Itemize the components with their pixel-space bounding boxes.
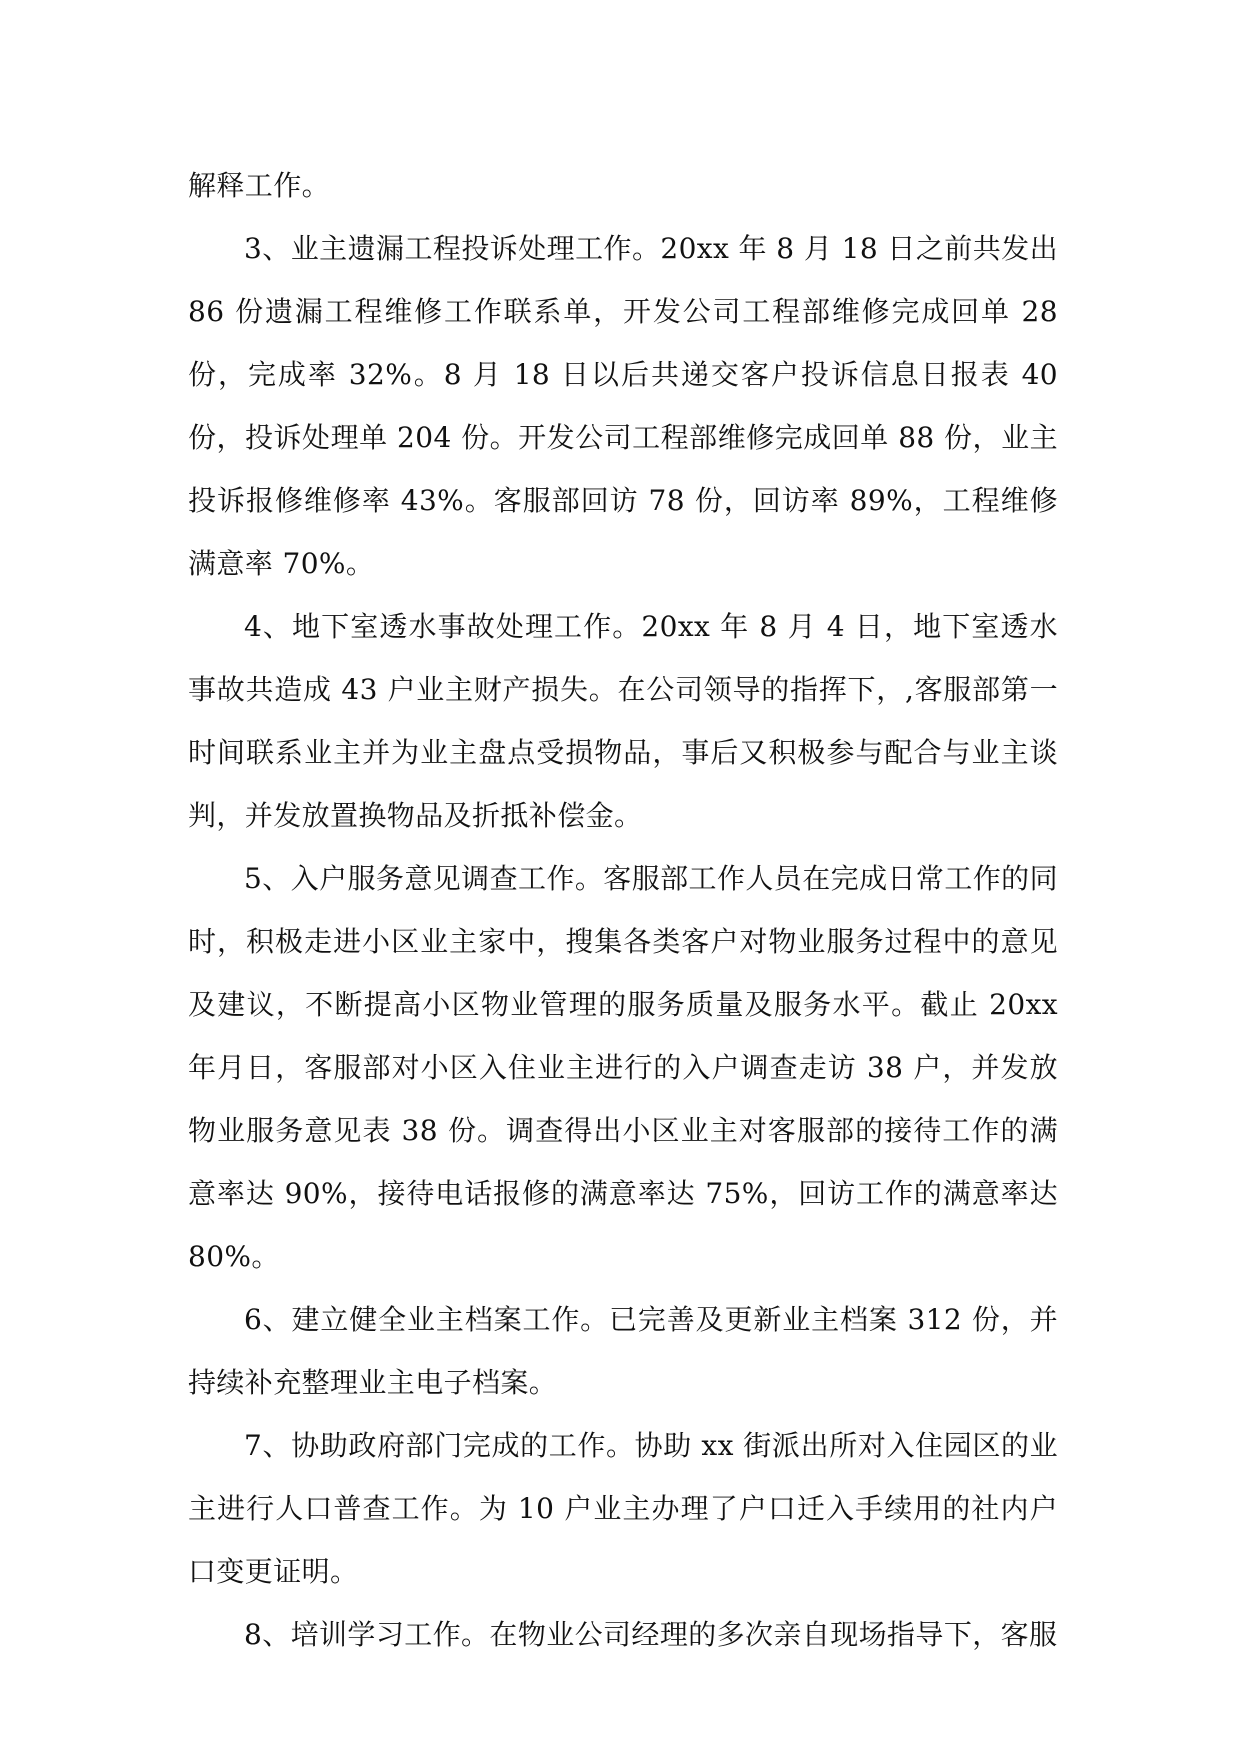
paragraph-item-8: 8、培训学习工作。在物业公司经理的多次亲自现场指导下，客服 <box>244 1618 1058 1651</box>
paragraph-item-3: 3、业主遗漏工程投诉处理工作。20xx 年 8 月 18 日之前共发出 86 份遗漏工程维修工作联系单，开发公司工程部维修完成回单 28 份，完成率 32%。8 月 18 日以后共递交客户投诉信息日报表 40 份，投诉处理单 204 份。开发公司工程部维修完成回单 88 份，业主投诉报修维修率 43%。客服部回访 78 份，回访率 89%，工程维修满意率 70%。 <box>188 232 1058 580</box>
paragraph-item-5: 5、入户服务意见调查工作。客服部工作人员在完成日常工作的同时，积极走进小区业主家中，搜集各类客户对物业服务过程中的意见及建议，不断提高小区物业管理的服务质量及服务水平。截止 20xx 年月日，客服部对小区入住业主进行的入户调查走访 38 户，并发放物业服务意见表 38 份。调查得出小区业主对客服部的接待工作的满意率达 90%，接待电话报修的满意率达 75%，回访工作的满意率达 80%。 <box>188 862 1058 1273</box>
paragraph-item-6: 6、建立健全业主档案工作。已完善及更新业主档案 312 份，并持续补充整理业主电子档案。 <box>188 1303 1058 1399</box>
document-body <box>188 154 1058 1666</box>
paragraph-item-7: 7、协助政府部门完成的工作。协助 xx 街派出所对入住园区的业主进行人口普查工作。为 10 户业主办理了户口迁入手续用的社内户口变更证明。 <box>188 1429 1058 1588</box>
paragraph-item-4: 4、地下室透水事故处理工作。20xx 年 8 月 4 日，地下室透水事故共造成 43 户业主财产损失。在公司领导的指挥下，,客服部第一时间联系业主并为业主盘点受损物品，事后又积极参与配合与业主谈判，并发放置换物品及折抵补偿金。 <box>188 610 1058 832</box>
paragraph-continuation: 解释工作。 <box>188 169 331 202</box>
